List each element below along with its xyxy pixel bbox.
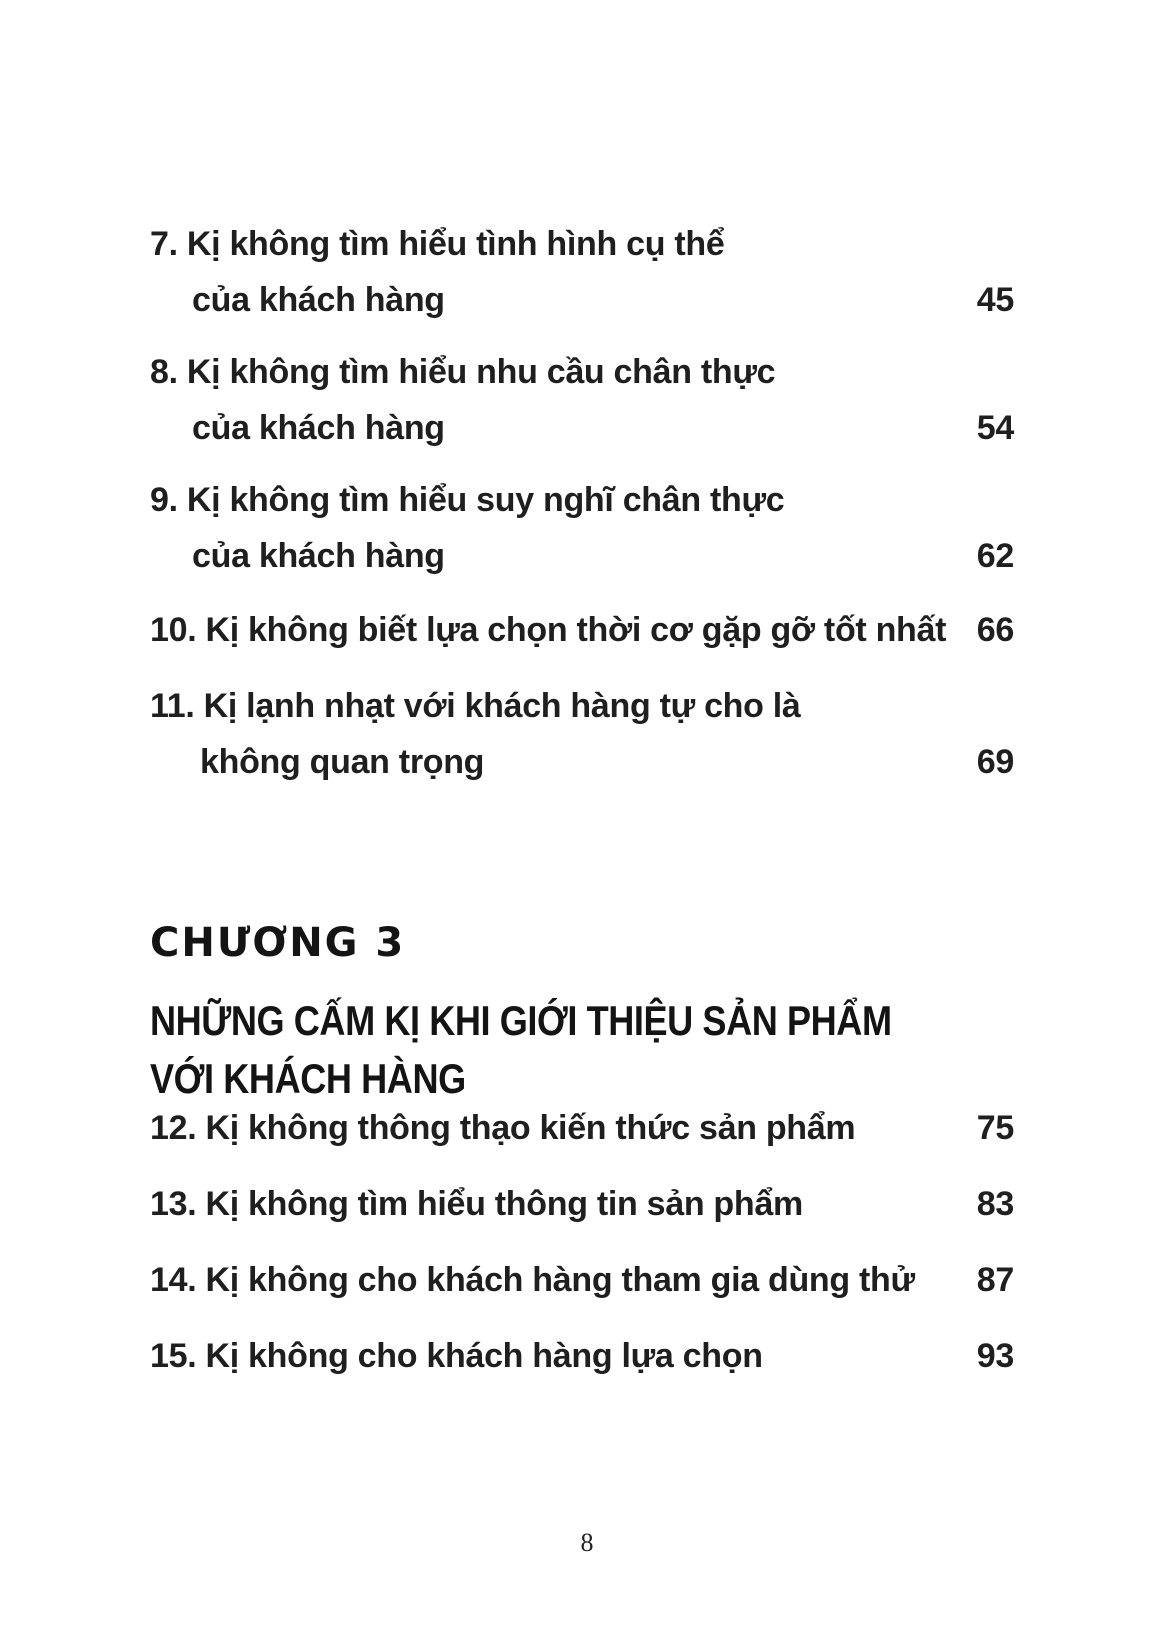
chapter-title: [150, 992, 907, 1108]
chapter-title-line: NHỮNG CẤM KỊ KHI GIỚI THIỆU SẢN PHẨM: [150, 997, 892, 1044]
toc-entry: [150, 216, 1014, 328]
chapter-label: CHƯƠNG 3: [150, 920, 406, 966]
toc-page-number: 69: [976, 743, 1014, 781]
toc-entry: [150, 1100, 1014, 1156]
toc-entry: [150, 1176, 1014, 1232]
toc-page-number: 87: [976, 1261, 1014, 1299]
toc-page-number: 93: [976, 1337, 1014, 1375]
toc-entry: [150, 1328, 1014, 1384]
toc-entry-title-cont: không quan trọng: [200, 743, 485, 781]
toc-page-number: 83: [976, 1185, 1014, 1223]
toc-entry-title: 7. Kị không tìm hiểu tình hình cụ thể: [150, 225, 725, 263]
chapter-title-line: VỚI KHÁCH HÀNG: [150, 1055, 466, 1102]
toc-entry-title: 9. Kị không tìm hiểu suy nghĩ chân thực: [150, 481, 785, 519]
toc-entry-title: 10. Kị không biết lựa chọn thời cơ gặp gỡ tốt nhất: [150, 611, 947, 649]
page-folio: 8: [580, 1528, 594, 1557]
toc-entry-title: 13. Kị không tìm hiểu thông tin sản phẩm: [150, 1185, 803, 1223]
toc-entry-title-cont: của khách hàng: [192, 409, 445, 447]
toc-entry-title-cont: của khách hàng: [192, 281, 445, 319]
toc-entry: [150, 602, 1014, 658]
toc-entry-title: 11. Kị lạnh nhạt với khách hàng tự cho là: [150, 687, 801, 725]
toc-entry: [150, 1252, 1014, 1308]
toc-entry-title-cont: của khách hàng: [192, 537, 445, 575]
toc-entry: [150, 344, 1014, 456]
toc-page-number: 66: [976, 611, 1014, 649]
toc-page-number: 45: [976, 281, 1014, 319]
toc-entry-title: 14. Kị không cho khách hàng tham gia dùng thử: [150, 1261, 915, 1299]
toc-entry: [150, 678, 1014, 790]
toc-entry-title: 8. Kị không tìm hiểu nhu cầu chân thực: [150, 353, 776, 391]
toc-page-number: 54: [976, 409, 1014, 447]
toc-entry-title: 12. Kị không thông thạo kiến thức sản phẩm: [150, 1109, 856, 1147]
toc-entry-title: 15. Kị không cho khách hàng lựa chọn: [150, 1337, 763, 1375]
toc-page-number: 75: [976, 1109, 1014, 1147]
toc-page-number: 62: [976, 537, 1014, 575]
toc-entry: [150, 472, 1014, 584]
